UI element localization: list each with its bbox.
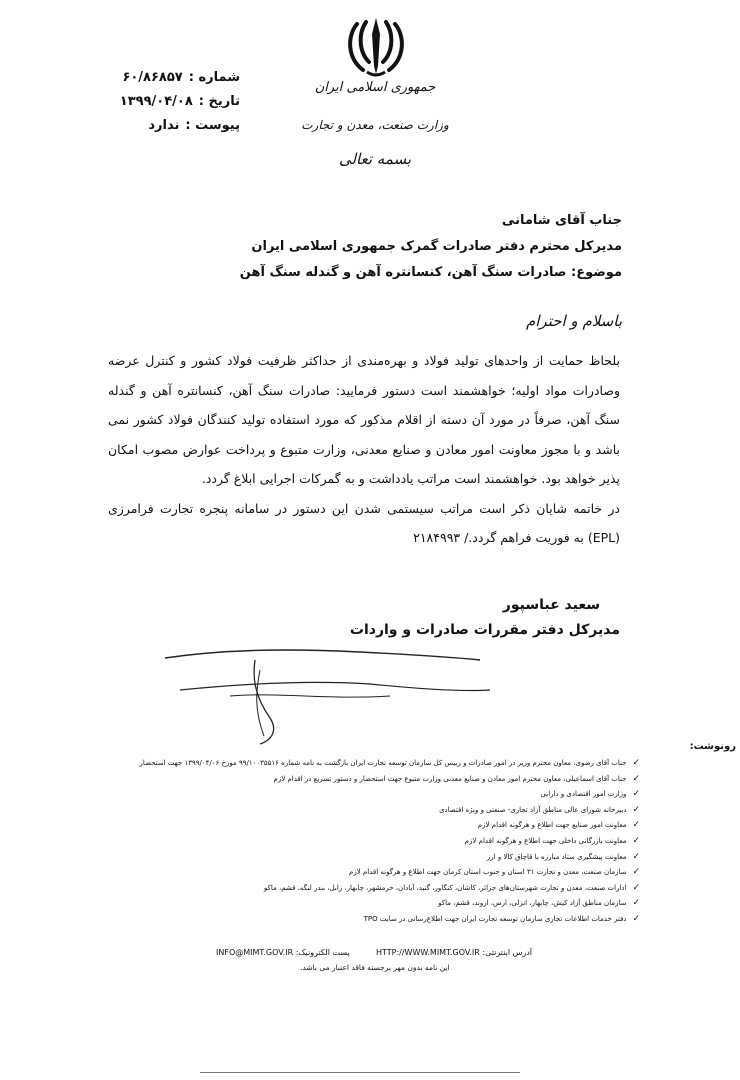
letter-number-label: شماره : — [188, 70, 240, 85]
distribution-item-text: سازمان مناطق آزاد کیش، چابهار، انزلی، ارس، اروند، قشم، ماکو — [438, 899, 627, 908]
ministry-name: وزارت صنعت، معدن و تجارت — [301, 118, 449, 132]
iran-emblem-icon — [345, 14, 407, 80]
distribution-item — [100, 912, 640, 928]
body-paragraph: بلحاظ حمایت از واحدهای تولید فولاد و بهره‌مندی از حداکثر ظرفیت فولاد کشور و کنترل عرضه وصادرات مواد اولیه؛ خواهشمند است دستور فرمایید: صادرات سنگ آهن، کنسانتره آهن و گندله سنگ آهن، صرفاً در مورد آن دسته از اقلام مذکور که مورد استفاده تولید کنندگان فولاد کشور نمی باشد و با مجوز معاونت امور معادن و صنایع معدنی، وزارت متبوع و پرداخت عوارض مصوب امکان پذیر خواهد بود. خواهشمند است مراتب یادداشت و به گمرکات اجرایی ابلاغ گردد. — [108, 353, 620, 486]
distribution-item — [100, 881, 640, 897]
distribution-item-text: جناب آقای رضوی، معاون محترم وزیر در امور صادرات و رییس کل سازمان توسعه تجارت ایران بازگشت به نامه شماره ۹۹/۱۰۰۳۵۵۱۶ مورخ ۱۳۹۹/۰۴/۰۶ جهت استحضار — [139, 759, 627, 767]
distribution-item-text: جناب آقای اسماعیلی، معاون محترم امور معادن و صنایع معدنی وزارت متبوع جهت استحضار و دستور تسریع در اقدام لازم — [273, 774, 627, 783]
checkmark-icon: ✓ — [632, 867, 640, 878]
checkmark-icon: ✓ — [632, 773, 640, 784]
distribution-item — [100, 850, 640, 866]
checkmark-icon: ✓ — [632, 789, 640, 800]
distribution-item-text: دفتر خدمات اطلاعات تجاری سازمان توسعه تجارت ایران جهت اطلاع‌رسانی در سایت TPO — [363, 914, 627, 923]
country-name: جمهوری اسلامی ایران — [314, 80, 436, 95]
bottom-divider — [200, 1072, 520, 1073]
signatory-title: مدیرکل دفتر مقررات صادرات و واردات — [349, 622, 620, 638]
checkmark-icon: ✓ — [632, 898, 640, 909]
footer-email: پست الکترونیک: INFO@MIMT.GOV.IR — [216, 948, 350, 957]
letter-date-value: ۱۳۹۹/۰۴/۰۸ — [119, 94, 193, 109]
distribution-item-text: معاونت پیشگیری ستاد مبارزه با قاچاق کالا و ارز — [486, 852, 627, 861]
letter-date-row — [70, 90, 240, 114]
addressee-block — [122, 208, 622, 286]
distribution-item — [100, 803, 640, 819]
distribution-item-text: معاونت بازرگانی داخلی جهت اطلاع و هرگونه اقدام لازم — [464, 836, 627, 845]
distribution-item-text: ادارات صنعت، معدن و تجارت شهرستان‌های جزائر، کاشان، کنگاور، گنبد، آبادان، خرمشهر، چابهار، زابل، بندر لنگه، قشم، ماکو — [263, 883, 627, 892]
distribution-item — [100, 756, 640, 772]
letter-date-label: تاریخ : — [198, 94, 240, 109]
distribution-item — [100, 787, 640, 803]
letter-number-value: ۶۰/۸۶۸۵۷ — [122, 70, 183, 85]
distribution-item-text: معاونت امور صنایع جهت اطلاع و هرگونه اقدام لازم — [477, 821, 627, 830]
bismillah-heading: بسمه تعالی — [338, 150, 412, 168]
body-paragraph-closing: در خاتمه شایان ذکر است مراتب سیستمی شدن این دستور در سامانه پنجره تجارت فرامرزی (EPL) به فوریت فراهم گردد./ ۲۱۸۴۹۹۳ — [108, 500, 620, 545]
letter-attachment-value: ندارد — [148, 118, 180, 133]
distribution-item-text: دبیرخانه شورای عالی مناطق آزاد تجاری- صنعتی و ویژه اقتصادی — [439, 805, 627, 814]
letter-attachment-label: پیوست : — [185, 118, 240, 133]
distribution-title: رونوشت: — [689, 741, 736, 752]
distribution-item — [100, 834, 640, 850]
distribution-list — [100, 756, 640, 928]
footer-validity-note: این نامه بدون مهر برجسته فاقد اعتبار می باشد. — [300, 963, 450, 972]
greeting: باسلام و احترام — [525, 312, 622, 330]
letter-body — [108, 346, 620, 553]
distribution-item — [100, 818, 640, 834]
letter-attachment-row — [70, 114, 240, 138]
distribution-item-text: سازمان صنعت، معدن و تجارت ۳۱ استان و جنوب استان کرمان جهت اطلاع و هرگونه اقدام لازم — [348, 868, 627, 877]
distribution-item — [100, 865, 640, 881]
letter-meta — [70, 66, 240, 138]
checkmark-icon: ✓ — [632, 913, 640, 924]
checkmark-icon: ✓ — [632, 835, 640, 846]
distribution-item — [100, 772, 640, 788]
checkmark-icon: ✓ — [632, 758, 640, 768]
checkmark-icon: ✓ — [632, 882, 640, 893]
distribution-item — [100, 896, 640, 912]
addressee-position: مدیرکل محترم دفتر صادرات گمرک جمهوری اسلامی ایران — [251, 239, 622, 254]
signatory-name: سعید عباسپور — [502, 597, 600, 613]
letter-subject: موضوع: صادرات سنگ آهن، کنسانتره آهن و گندله سنگ آهن — [239, 265, 622, 280]
footer-website: آدرس اینترنتی: HTTP://WWW.MIMT.GOV.IR — [376, 948, 533, 957]
distribution-item-text: وزارت امور اقتصادی و دارایی — [540, 790, 627, 799]
handwritten-signature — [160, 640, 500, 750]
checkmark-icon: ✓ — [632, 851, 640, 862]
checkmark-icon: ✓ — [632, 804, 640, 815]
letter-number-row — [70, 66, 240, 90]
checkmark-icon: ✓ — [632, 820, 640, 831]
addressee-name: جناب آقای شامانی — [501, 213, 622, 228]
